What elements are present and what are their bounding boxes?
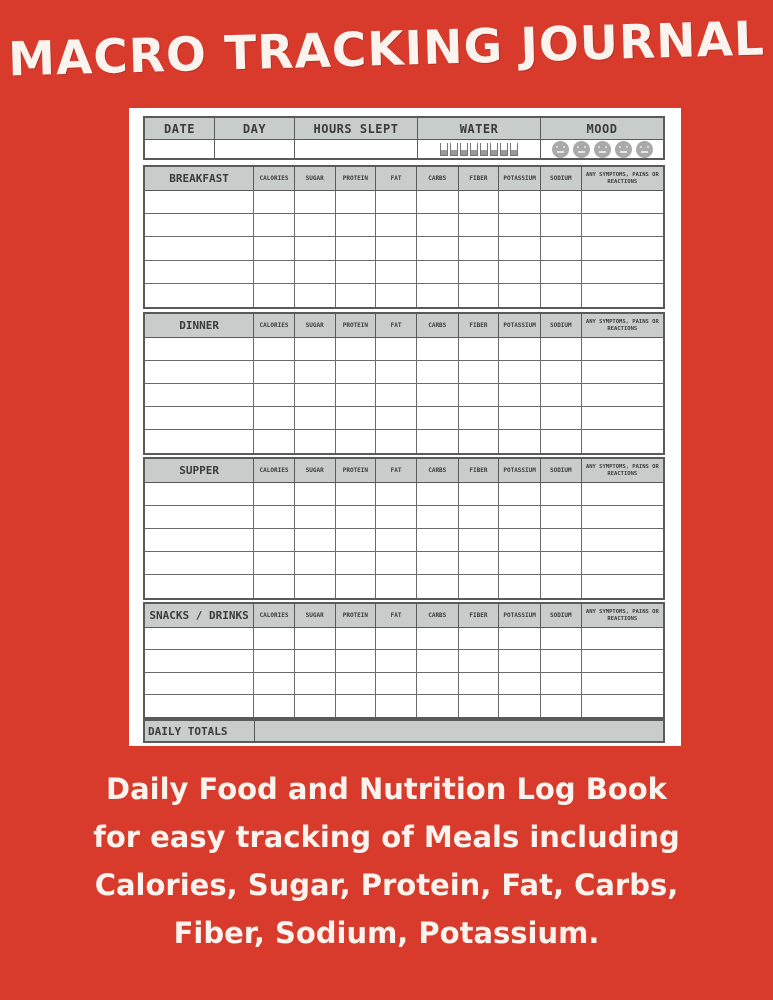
entry-cell[interactable] <box>541 673 582 694</box>
column-header: POTASSIUM <box>499 604 541 627</box>
entry-cell[interactable] <box>499 628 541 649</box>
column-header: FIBER <box>459 314 500 337</box>
entry-cell[interactable] <box>254 284 295 307</box>
water-glass-icon[interactable] <box>480 143 488 156</box>
entry-cell[interactable] <box>417 191 459 213</box>
mood-tracker <box>541 140 663 158</box>
meal-header-row <box>145 459 663 483</box>
table-row <box>145 237 663 260</box>
entry-cell[interactable] <box>295 237 336 259</box>
entry-cell[interactable] <box>145 384 254 406</box>
subtitle-line: Fiber, Sodium, Potassium. <box>173 916 600 950</box>
entry-cell[interactable] <box>254 483 295 505</box>
entry-cell[interactable] <box>541 650 582 671</box>
entry-cell[interactable] <box>541 338 582 360</box>
table-row <box>145 214 663 237</box>
entry-cell[interactable] <box>459 575 500 598</box>
column-header: SUGAR <box>295 167 336 190</box>
entry-cell[interactable] <box>499 237 541 259</box>
meal-header-row <box>145 167 663 191</box>
column-header: PROTEIN <box>336 459 377 482</box>
entry-cell[interactable] <box>254 384 295 406</box>
entry-cell[interactable] <box>541 506 582 528</box>
table-row <box>145 284 663 307</box>
entry-cell[interactable] <box>254 214 295 236</box>
entry-cell[interactable] <box>541 191 582 213</box>
entry-cell[interactable] <box>499 483 541 505</box>
entry-cell[interactable] <box>582 361 663 383</box>
entry-cell[interactable] <box>376 506 417 528</box>
entry-cell[interactable] <box>336 338 377 360</box>
entry-cell[interactable] <box>417 650 459 671</box>
entry-cell[interactable] <box>295 506 336 528</box>
entry-cell[interactable] <box>541 575 582 598</box>
entry-cell[interactable] <box>254 361 295 383</box>
mood-faces <box>552 141 653 158</box>
column-header: ANY SYMPTOMS, PAINS OR REACTIONS <box>585 172 659 185</box>
date-label: DATE <box>145 118 215 139</box>
entry-cell[interactable] <box>254 628 295 649</box>
column-header: SODIUM <box>541 604 582 627</box>
water-glass-icon[interactable] <box>510 143 518 156</box>
entry-cell[interactable] <box>295 338 336 360</box>
column-header: PROTEIN <box>336 314 377 337</box>
day-info-header <box>143 116 665 160</box>
entry-cell[interactable] <box>376 384 417 406</box>
table-row <box>145 430 663 453</box>
entry-cell[interactable] <box>541 628 582 649</box>
entry-cell[interactable] <box>336 506 377 528</box>
table-row <box>145 552 663 575</box>
table-row <box>145 483 663 506</box>
column-header: SUGAR <box>295 604 336 627</box>
entry-cell[interactable] <box>582 338 663 360</box>
entry-cell[interactable] <box>459 261 500 283</box>
column-header: PROTEIN <box>336 604 377 627</box>
entry-cell[interactable] <box>376 483 417 505</box>
entry-cell[interactable] <box>459 483 500 505</box>
column-header: CARBS <box>417 167 459 190</box>
water-glass-icon[interactable] <box>440 143 448 156</box>
entry-cell[interactable] <box>376 529 417 551</box>
entry-cell[interactable] <box>376 407 417 429</box>
mood-label: MOOD <box>586 121 618 136</box>
entry-cell[interactable] <box>499 695 541 717</box>
entry-cell[interactable] <box>541 384 582 406</box>
entry-cell[interactable] <box>582 191 663 213</box>
entry-cell[interactable] <box>541 284 582 307</box>
entry-cell[interactable] <box>499 552 541 574</box>
entry-cell[interactable] <box>417 284 459 307</box>
entry-cell[interactable] <box>499 506 541 528</box>
column-header: SUGAR <box>295 314 336 337</box>
entry-cell[interactable] <box>145 361 254 383</box>
meal-section-dinner <box>143 312 665 455</box>
entry-cell[interactable] <box>295 361 336 383</box>
meal-name: DINNER <box>145 314 254 337</box>
entry-cell[interactable] <box>254 430 295 453</box>
entry-cell[interactable] <box>295 430 336 453</box>
daily-totals-row <box>143 719 665 743</box>
column-header: SODIUM <box>541 167 582 190</box>
entry-cell[interactable] <box>254 650 295 671</box>
entry-cell[interactable] <box>295 214 336 236</box>
table-row <box>145 529 663 552</box>
table-row <box>145 575 663 598</box>
entry-cell[interactable] <box>254 695 295 717</box>
entry-cell[interactable] <box>376 237 417 259</box>
entry-cell[interactable] <box>417 552 459 574</box>
entry-cell[interactable] <box>295 695 336 717</box>
hours-slept-field[interactable] <box>295 140 418 158</box>
column-header: FAT <box>376 314 417 337</box>
entry-cell[interactable] <box>145 650 254 671</box>
entry-cell[interactable] <box>499 407 541 429</box>
entry-cell[interactable] <box>459 191 500 213</box>
entry-cell[interactable] <box>459 430 500 453</box>
table-row <box>145 191 663 214</box>
entry-cell[interactable] <box>459 695 500 717</box>
entry-cell[interactable] <box>499 650 541 671</box>
table-row <box>145 506 663 529</box>
entry-cell[interactable] <box>145 214 254 236</box>
entry-cell[interactable] <box>336 650 377 671</box>
meal-section-breakfast <box>143 165 665 309</box>
table-row <box>145 384 663 407</box>
entry-cell[interactable] <box>295 284 336 307</box>
mood-face-icon[interactable] <box>552 141 569 158</box>
entry-cell[interactable] <box>254 237 295 259</box>
column-header: FIBER <box>459 459 500 482</box>
entry-cell[interactable] <box>459 361 500 383</box>
entry-cell[interactable] <box>376 673 417 694</box>
meal-header-row <box>145 314 663 338</box>
column-header: CALORIES <box>254 604 295 627</box>
page-title: MACRO TRACKING JOURNAL <box>7 11 766 88</box>
entry-cell[interactable] <box>376 338 417 360</box>
subtitle <box>60 765 713 957</box>
entry-cell[interactable] <box>254 552 295 574</box>
entry-cell[interactable] <box>336 237 377 259</box>
water-glass-icon[interactable] <box>460 143 468 156</box>
entry-cell[interactable] <box>582 695 663 717</box>
entry-cell[interactable] <box>295 384 336 406</box>
entry-cell[interactable] <box>295 261 336 283</box>
entry-cell[interactable] <box>145 407 254 429</box>
subtitle-line: Daily Food and Nutrition Log Book <box>106 772 667 806</box>
column-header: FIBER <box>459 167 500 190</box>
column-header: ANY SYMPTOMS, PAINS OR REACTIONS <box>585 609 659 622</box>
entry-cell[interactable] <box>459 384 500 406</box>
entry-cell[interactable] <box>417 214 459 236</box>
entry-cell[interactable] <box>541 214 582 236</box>
entry-cell[interactable] <box>582 506 663 528</box>
entry-cell[interactable] <box>376 575 417 598</box>
entry-cell[interactable] <box>336 695 377 717</box>
entry-cell[interactable] <box>145 628 254 649</box>
day-info-labels <box>145 118 663 140</box>
entry-cell[interactable] <box>295 673 336 694</box>
entry-cell[interactable] <box>145 261 254 283</box>
entry-cell[interactable] <box>145 673 254 694</box>
entry-cell[interactable] <box>499 575 541 598</box>
entry-cell[interactable] <box>417 361 459 383</box>
column-header: PROTEIN <box>336 167 377 190</box>
column-header: FAT <box>376 604 417 627</box>
column-header: FAT <box>376 167 417 190</box>
entry-cell[interactable] <box>582 575 663 598</box>
entry-cell[interactable] <box>295 407 336 429</box>
meal-section-snacks-drinks <box>143 602 665 719</box>
entry-cell[interactable] <box>336 384 377 406</box>
entry-cell[interactable] <box>582 552 663 574</box>
meal-name: SNACKS / DRINKS <box>145 604 254 627</box>
entry-cell[interactable] <box>459 237 500 259</box>
entry-cell[interactable] <box>541 361 582 383</box>
table-row <box>145 695 663 717</box>
day-field[interactable] <box>215 140 295 158</box>
entry-cell[interactable] <box>459 529 500 551</box>
column-header: SUGAR <box>295 459 336 482</box>
table-row <box>145 650 663 672</box>
entry-cell[interactable] <box>336 430 377 453</box>
entry-cell[interactable] <box>254 407 295 429</box>
table-row <box>145 628 663 650</box>
entry-cell[interactable] <box>376 284 417 307</box>
meal-name: SUPPER <box>145 459 254 482</box>
water-glass-icon[interactable] <box>470 143 478 156</box>
entry-cell[interactable] <box>145 483 254 505</box>
entry-cell[interactable] <box>254 191 295 213</box>
entry-cell[interactable] <box>254 673 295 694</box>
entry-cell[interactable] <box>336 361 377 383</box>
entry-cell[interactable] <box>376 361 417 383</box>
column-header: FIBER <box>459 604 500 627</box>
entry-cell[interactable] <box>145 529 254 551</box>
entry-cell[interactable] <box>582 384 663 406</box>
entry-cell[interactable] <box>499 384 541 406</box>
entry-cell[interactable] <box>295 650 336 671</box>
column-header: POTASSIUM <box>499 459 541 482</box>
column-header: CALORIES <box>254 314 295 337</box>
entry-cell[interactable] <box>541 237 582 259</box>
water-glass-icon[interactable] <box>500 143 508 156</box>
entry-cell[interactable] <box>417 430 459 453</box>
column-header: CALORIES <box>254 167 295 190</box>
entry-cell[interactable] <box>295 191 336 213</box>
entry-cell[interactable] <box>459 284 500 307</box>
entry-cell[interactable] <box>145 506 254 528</box>
entry-cell[interactable] <box>459 628 500 649</box>
entry-cell[interactable] <box>417 261 459 283</box>
entry-cell[interactable] <box>459 407 500 429</box>
entry-cell[interactable] <box>499 261 541 283</box>
subtitle-line: for easy tracking of Meals including <box>93 820 680 854</box>
entry-cell[interactable] <box>582 407 663 429</box>
entry-cell[interactable] <box>582 529 663 551</box>
entry-cell[interactable] <box>417 483 459 505</box>
entry-cell[interactable] <box>336 673 377 694</box>
entry-cell[interactable] <box>459 673 500 694</box>
daily-totals-field[interactable] <box>255 721 663 741</box>
column-header: CARBS <box>417 314 459 337</box>
entry-cell[interactable] <box>336 529 377 551</box>
entry-cell[interactable] <box>376 650 417 671</box>
entry-cell[interactable] <box>254 575 295 598</box>
entry-cell[interactable] <box>582 628 663 649</box>
subtitle-line: Calories, Sugar, Protein, Fat, Carbs, <box>94 868 679 902</box>
day-label: DAY <box>215 118 295 139</box>
entry-cell[interactable] <box>376 695 417 717</box>
entry-cell[interactable] <box>541 529 582 551</box>
entry-cell[interactable] <box>459 650 500 671</box>
entry-cell[interactable] <box>582 214 663 236</box>
entry-cell[interactable] <box>145 552 254 574</box>
table-row <box>145 361 663 384</box>
entry-cell[interactable] <box>459 552 500 574</box>
entry-cell[interactable] <box>295 575 336 598</box>
entry-cell[interactable] <box>376 552 417 574</box>
column-header: POTASSIUM <box>499 167 541 190</box>
entry-cell[interactable] <box>417 575 459 598</box>
water-glasses <box>440 143 518 156</box>
entry-cell[interactable] <box>499 361 541 383</box>
entry-cell[interactable] <box>499 214 541 236</box>
entry-cell[interactable] <box>376 430 417 453</box>
entry-cell[interactable] <box>336 284 377 307</box>
entry-cell[interactable] <box>295 628 336 649</box>
column-header: FAT <box>376 459 417 482</box>
entry-cell[interactable] <box>541 552 582 574</box>
water-glass-icon[interactable] <box>490 143 498 156</box>
table-row <box>145 673 663 695</box>
water-tracker <box>418 140 541 158</box>
entry-cell[interactable] <box>295 529 336 551</box>
entry-cell[interactable] <box>417 338 459 360</box>
meal-header-row <box>145 604 663 628</box>
entry-cell[interactable] <box>336 575 377 598</box>
entry-cell[interactable] <box>459 338 500 360</box>
entry-cell[interactable] <box>499 284 541 307</box>
entry-cell[interactable] <box>336 552 377 574</box>
entry-cell[interactable] <box>336 261 377 283</box>
entry-cell[interactable] <box>376 214 417 236</box>
entry-cell[interactable] <box>145 237 254 259</box>
entry-cell[interactable] <box>541 483 582 505</box>
entry-cell[interactable] <box>145 191 254 213</box>
column-header: CARBS <box>417 604 459 627</box>
entry-cell[interactable] <box>582 237 663 259</box>
entry-cell[interactable] <box>295 552 336 574</box>
entry-cell[interactable] <box>582 673 663 694</box>
entry-cell[interactable] <box>499 191 541 213</box>
entry-cell[interactable] <box>417 384 459 406</box>
column-header: POTASSIUM <box>499 314 541 337</box>
entry-cell[interactable] <box>417 695 459 717</box>
entry-cell[interactable] <box>541 695 582 717</box>
entry-cell[interactable] <box>582 430 663 453</box>
entry-cell[interactable] <box>376 261 417 283</box>
journal-page-preview <box>129 108 681 746</box>
mood-face-icon[interactable] <box>615 141 632 158</box>
table-row <box>145 338 663 361</box>
water-glass-icon[interactable] <box>450 143 458 156</box>
entry-cell[interactable] <box>499 673 541 694</box>
entry-cell[interactable] <box>295 483 336 505</box>
entry-cell[interactable] <box>376 191 417 213</box>
meal-section-supper <box>143 457 665 600</box>
entry-cell[interactable] <box>582 261 663 283</box>
entry-cell[interactable] <box>499 529 541 551</box>
entry-cell[interactable] <box>417 407 459 429</box>
entry-cell[interactable] <box>145 284 254 307</box>
entry-cell[interactable] <box>254 338 295 360</box>
table-row <box>145 261 663 284</box>
entry-cell[interactable] <box>582 284 663 307</box>
entry-cell[interactable] <box>336 407 377 429</box>
column-header: SODIUM <box>541 459 582 482</box>
table-row <box>145 407 663 430</box>
entry-cell[interactable] <box>582 483 663 505</box>
entry-cell[interactable] <box>336 628 377 649</box>
entry-cell[interactable] <box>499 338 541 360</box>
entry-cell[interactable] <box>145 575 254 598</box>
entry-cell[interactable] <box>417 237 459 259</box>
mood-face-icon[interactable] <box>573 141 590 158</box>
column-header: CARBS <box>417 459 459 482</box>
column-header: SODIUM <box>541 314 582 337</box>
hours-slept-label: HOURS SLEPT <box>295 118 418 139</box>
entry-cell[interactable] <box>541 261 582 283</box>
column-header: ANY SYMPTOMS, PAINS OR REACTIONS <box>585 464 659 477</box>
entry-cell[interactable] <box>336 191 377 213</box>
daily-totals-label: DAILY TOTALS <box>145 721 255 741</box>
water-label: WATER <box>418 118 541 139</box>
entry-cell[interactable] <box>145 430 254 453</box>
mood-face-icon[interactable] <box>636 141 653 158</box>
entry-cell[interactable] <box>417 529 459 551</box>
entry-cell[interactable] <box>417 506 459 528</box>
entry-cell[interactable] <box>336 214 377 236</box>
entry-cell[interactable] <box>145 338 254 360</box>
entry-cell[interactable] <box>376 628 417 649</box>
column-header: ANY SYMPTOMS, PAINS OR REACTIONS <box>585 319 659 332</box>
entry-cell[interactable] <box>254 261 295 283</box>
entry-cell[interactable] <box>541 430 582 453</box>
entry-cell[interactable] <box>417 628 459 649</box>
entry-cell[interactable] <box>541 407 582 429</box>
entry-cell[interactable] <box>145 695 254 717</box>
entry-cell[interactable] <box>582 650 663 671</box>
entry-cell[interactable] <box>459 214 500 236</box>
entry-cell[interactable] <box>336 483 377 505</box>
entry-cell[interactable] <box>254 529 295 551</box>
mood-face-icon[interactable] <box>594 141 611 158</box>
meal-name: BREAKFAST <box>145 167 254 190</box>
entry-cell[interactable] <box>254 506 295 528</box>
day-info-values <box>145 140 663 158</box>
column-header: CALORIES <box>254 459 295 482</box>
entry-cell[interactable] <box>459 506 500 528</box>
entry-cell[interactable] <box>417 673 459 694</box>
entry-cell[interactable] <box>499 430 541 453</box>
date-field[interactable] <box>145 140 215 158</box>
